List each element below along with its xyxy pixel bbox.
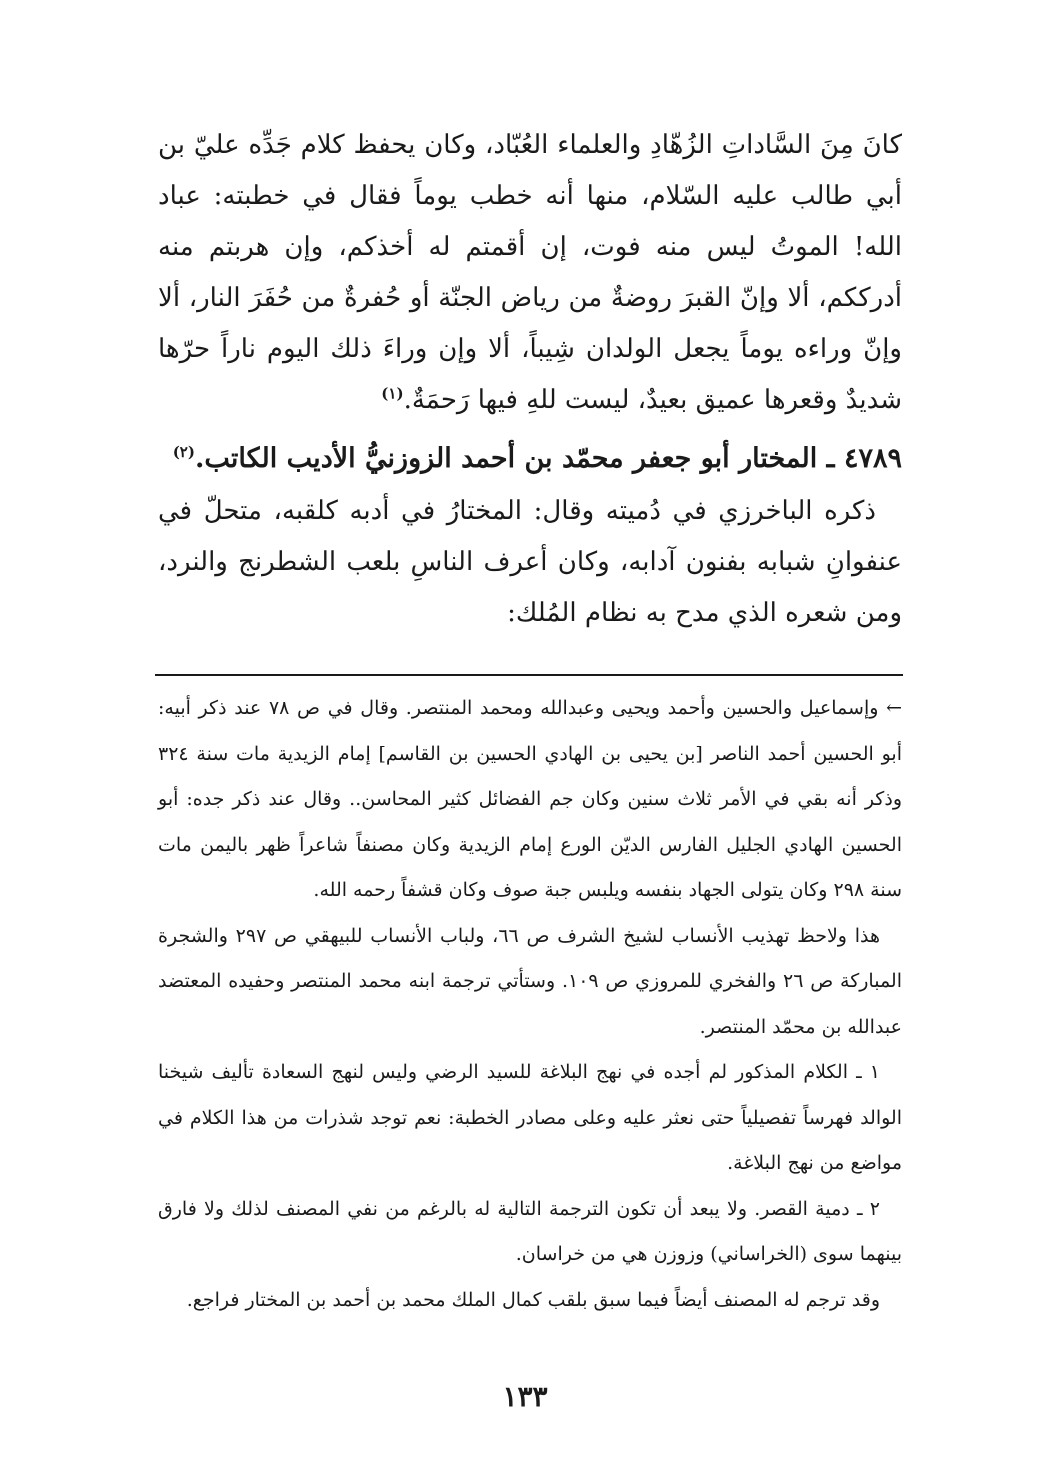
entry-4789 <box>158 432 902 639</box>
footnotes <box>158 686 902 1323</box>
footnote-ref-2: (٢) <box>172 443 195 461</box>
footnote-ref-1: (١) <box>381 384 404 403</box>
footnote-1: ١ ـ الكلام المذكور لم أجده في نهج البلاغة للسيد الرضي وليس لنهج السعادة تأليف شيخنا الوالد فهرساً تفصيلياً حتى نعثر عليه وعلى مصادر الخطبة: نعم توجد شذرات من هذا الكلام في مواضع من نهج البلاغة. <box>158 1061 902 1174</box>
footnote-continuation: ← وإسماعيل والحسين وأحمد ويحيى وعبدالله ومحمد المنتصر. وقال في ص ٧٨ عند ذكر أبيه: أبو الحسين أحمد الناصر [بن يحيى بن الهادي الحسين بن القاسم] إمام الزيدية مات سنة ٣٢٤ وذكر أنه بقي في الأمر ثلاث سنين وكان جم الفضائل كثير المحاسن.. وقال عند ذكر جده: أبو الحسين الهادي الجليل الفارس الديّن الورع إمام الزيدية وكان مصنفاً شاعراً ظهر باليمن مات سنة ٢٩٨ وكان يتولى الجهاد بنفسه ويلبس جبة صوف وكان قشفاً رحمه الله. <box>158 697 903 901</box>
intro-text: كانَ مِنَ السَّاداتِ الزُهّادِ والعلماء العُبّاد، وكان يحفظ كلام جَدِّه عليّ بن أبي طالب عليه السّلام، منها أنه خطب يوماً فقال في خطبته: عباد الله! الموتُ ليس منه فوت، إن أقمتم له أخذكم، وإن هربتم منه أدرككم، ألا وإنّ القبرَ روضةٌ من رياض الجنّة أو حُفرةٌ من حُفَرَ النار، ألا وإنّ وراءه يوماً يجعل الولدان شِيباً، ألا وإن وراءَ ذلك اليوم ناراً حرّها شديدٌ وقعرها عميق بعيدٌ، ليست للهِ فيها رَحمَةٌ. <box>158 130 902 415</box>
entry-body: ذكره الباخرزي في دُميته وقال: المختارُ في أدبه كلقبه، متحلّ في عنفوانِ شبابه بفنون آدابه، وكان أعرف الناسِ بلعب الشطرنج والنرد، ومن شعره الذي مدح به نظام المُلك: <box>158 496 902 628</box>
entry-heading <box>158 432 902 486</box>
footnote-2-addendum: وقد ترجم له المصنف أيضاً فيما سبق بلقب كمال الملك محمد بن أحمد بن المختار فراجع. <box>186 1288 880 1311</box>
page-number: ١٣٣ <box>502 1380 548 1413</box>
footnote-divider <box>155 674 903 676</box>
entry-heading-text: ٤٧٨٩ ـ المختار أبو جعفر محمّد بن أحمد الزوزنيُّ الأديب الكاتب. <box>194 443 902 474</box>
footnote-2: ٢ ـ دمية القصر. ولا يبعد أن تكون الترجمة التالية له بالرغم من نفي المصنف لذلك ولا فارق بينهما سوى (الخراساني) وزوزن هي من خراسان. <box>158 1197 902 1265</box>
intro-paragraph <box>158 120 902 426</box>
footnote-continuation-2: هذا ولاحظ تهذيب الأنساب لشيخ الشرف ص ٦٦، ولباب الأنساب للبيهقي ص ٢٩٧ والشجرة المباركة ص ٢٦ والفخري للمروزي ص ١٠٩. وستأتي ترجمة ابنه محمد المنتصر وحفيده المعتضد عبدالله بن محمّد المنتصر. <box>158 924 902 1038</box>
